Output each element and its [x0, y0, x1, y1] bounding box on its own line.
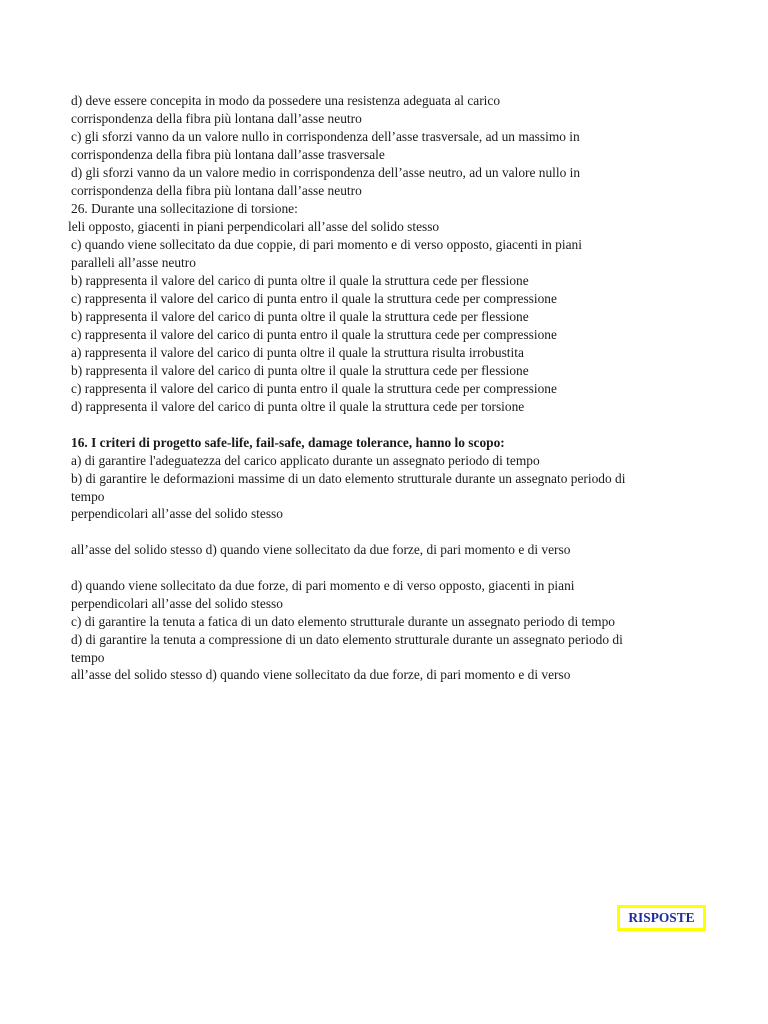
text-line: d) di garantire la tenuta a compressione di un dato elemento strutturale durante un assegnato periodo di [71, 632, 623, 647]
text-line: a) di garantire l'adeguatezza del carico applicato durante un assegnato periodo di tempo [71, 453, 540, 468]
text-line: a) rappresenta il valore del carico di punta oltre il quale la struttura risulta irrobustita [71, 345, 524, 360]
blank-line [71, 559, 711, 577]
text-line: c) rappresenta il valore del carico di punta entro il quale la struttura cede per compressione [71, 291, 557, 306]
text-line: c) rappresenta il valore del carico di punta entro il quale la struttura cede per compressione [71, 327, 557, 342]
text-line: b) rappresenta il valore del carico di punta oltre il quale la struttura cede per flessione [71, 273, 529, 288]
text-line: c) gli sforzi vanno da un valore nullo in corrispondenza dell’asse trasversale, ad un massimo in [71, 129, 580, 144]
text-line: d) quando viene sollecitato da due forze, di pari momento e di verso opposto, giacenti in piani [71, 578, 575, 593]
text-line: c) rappresenta il valore del carico di punta entro il quale la struttura cede per compressione [71, 381, 557, 396]
text-line: leli opposto, giacenti in piani perpendicolari all’asse del solido stesso [68, 219, 440, 234]
text-line: d) gli sforzi vanno da un valore medio in corrispondenza dell’asse neutro, ad un valore nullo in [71, 165, 581, 180]
text-line: corrispondenza della fibra più lontana dall’asse neutro [71, 111, 362, 126]
document-body [68, 92, 711, 684]
question-title: 26. Durante una sollecitazione di torsione: [71, 201, 298, 216]
section-heading: 16. I criteri di progetto safe-life, fail-safe, damage tolerance, hanno lo scopo: [71, 435, 505, 450]
risposte-button[interactable]: RISPOSTE [617, 905, 706, 931]
text-line: b) di garantire le deformazioni massime di un dato elemento strutturale durante un assegnato periodo di [71, 471, 626, 486]
text-line: perpendicolari all’asse del solido stesso [71, 596, 283, 611]
text-line: c) di garantire la tenuta a fatica di un dato elemento strutturale durante un assegnato periodo di tempo [71, 614, 615, 629]
text-line: b) rappresenta il valore del carico di punta oltre il quale la struttura cede per flessione [71, 309, 529, 324]
blank-line [71, 523, 711, 541]
text-line: b) rappresenta il valore del carico di punta oltre il quale la struttura cede per flessione [71, 363, 529, 378]
text-line: corrispondenza della fibra più lontana dall’asse trasversale [71, 147, 385, 162]
text-line: all’asse del solido stesso d) quando viene sollecitato da due forze, di pari momento e di verso [71, 542, 571, 557]
text-line: tempo [71, 650, 105, 665]
text-line: tempo [71, 489, 105, 504]
text-line: perpendicolari all’asse del solido stesso [71, 506, 283, 521]
text-line: all’asse del solido stesso d) quando viene sollecitato da due forze, di pari momento e di verso [71, 667, 571, 682]
text-line: c) quando viene sollecitato da due coppie, di pari momento e di verso opposto, giacenti in piani [71, 237, 582, 252]
text-line: paralleli all’asse neutro [71, 255, 196, 270]
text-line: d) deve essere concepita in modo da possedere una resistenza adeguata al carico [71, 93, 501, 108]
text-line: d) rappresenta il valore del carico di punta oltre il quale la struttura cede per torsione [71, 399, 525, 414]
text-line: corrispondenza della fibra più lontana dall’asse neutro [71, 183, 362, 198]
